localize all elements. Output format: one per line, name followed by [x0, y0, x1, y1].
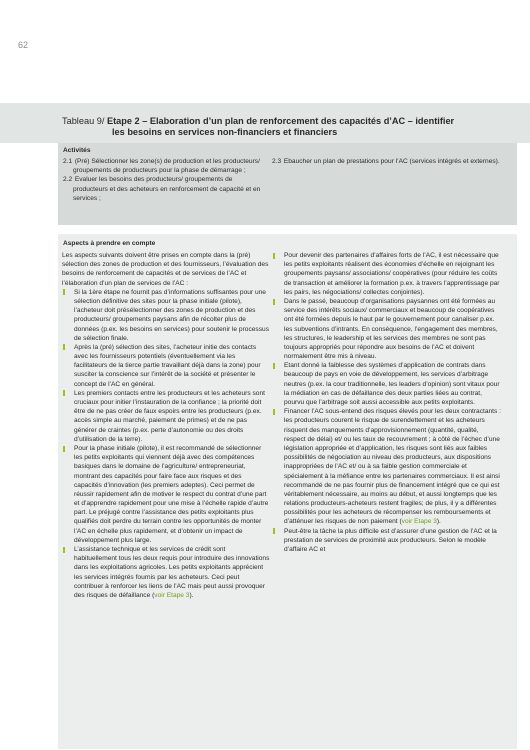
bullet-marker-icon	[63, 344, 65, 350]
activities-heading: Activités	[63, 147, 91, 154]
bullet-marker-icon	[273, 363, 275, 369]
table-title	[62, 116, 502, 138]
bullet-item	[62, 389, 270, 444]
bullet-text: Peut-être la tâche la plus difficile est d’assurer d’une gestion de l’AC et la prestation de services de proximité aux producteurs. Selon le modèle d’affaire AC et	[284, 527, 497, 553]
activity-item	[63, 175, 268, 203]
activities-right-column	[272, 157, 502, 166]
aspects-right-column	[272, 251, 502, 554]
bullet-marker-icon	[63, 390, 65, 396]
bullet-item	[62, 444, 270, 545]
page-number: 62	[18, 40, 29, 50]
bullet-item	[272, 361, 502, 407]
bullet-text: Dans le passé, beaucoup d’organisations paysannes ont été formées au service des intérêts sociaux/ commerciaux et beaucoup de coopératives ont été formées depuis le haut par le gouvernement pour canaliser p.ex. les subventions d’intrants. En conséquence, l’engagement des membres, les structures, le leadership et les services des membres ne sont pas toujours appropriés pour répondre aux besoins de l’AC et doivent normalement être mis à niveau.	[284, 297, 498, 361]
table-label: Tableau 9/	[62, 116, 105, 126]
bullet-text: L’assistance technique et les services de crédit sont habituellement tous les deux requis pour introduire des innovations dans les exploitations agricoles. Les petits exploitants apprécient les services intégrés fournis par les acheteurs. Ceci peut contribuer à renforcer les liens de l’AC mais peut aussi provoquer des risques de défaillance (	[74, 546, 270, 599]
bullet-text: Les premiers contacts entre les producteurs et les acheteurs sont cruciaux pour initier l’instauration de la confiance ; la priorité doit être de ne pas créer de faux espoirs entre les producteurs (p.ex. accès simple au marché, paiement de primes) et de ne pas générer de craintes (p.ex. perte d’autonomie ou des droits d’utilisation de la terre).	[74, 389, 265, 443]
bullet-text: Pour la phase initiale (pilote), il est recommandé de sélectionner les petits exploitants qui viennent déjà avec des compétences basiques dans le domaine de l’agriculture/ entrepreneuriat, montrant des capacités pour faire face aux risques et des capacités d’innovation (les premiers adeptes). Ceci permet de réussir rapidement afin de motiver le respect du contrat d’une part et d’apprendre rapidement pour une mise à l’échelle rapide d’autre part. Le préjugé contre l’assistance des petits exploitants plus qualifiés doit perdre du terrain contre les opportunités de monter l’AC en échelle plus rapidement, et d’obtenir un impact de développement plus large.	[74, 444, 269, 544]
bullet-text: Etant donné la faiblesse des systèmes d’application de contrats dans beaucoup de pays en voie de développement, les services d’arbitrage neutres (p.ex. la cour traditionnelle, les leaders d’opinion) sont vitaux pour la médiation en cas de défaillance des deux parties liées au contrat, pourvu que l’arbitrage soit aussi accessible aux petits exploitants.	[284, 362, 500, 406]
bullet-item	[272, 407, 502, 526]
bullet-marker-icon	[273, 409, 275, 415]
bullet-marker-icon	[63, 547, 65, 553]
cross-reference-link[interactable]: voir Etape 3	[401, 518, 437, 526]
cross-reference-link[interactable]: voir Etape 3	[154, 591, 190, 599]
activity-number: 2.2	[63, 176, 73, 184]
activity-number: 2.1	[63, 158, 73, 165]
bullet-text: Financer l’AC sous-entend des risques élevés pour les deux contractants : les producteurs courent le risque de surendettement et les acheteurs risquent des manquements d’approvisionnement (quantité, qualité, respect de délai) et/ ou les taux de recouvrement ; à côté de l’échec d’une législation appropriée et d’application, les risques sont liés aux faibles possibilités de négociation au niveau des producteurs, aux dispositions inappropriées de l’AC et/ ou à sa faible gestion commerciale et spécialement à la méfiance entre les partenaires commerciaux. Il est ainsi recommandé de ne pas fournir plus de financement intégré que ce qui est véritablement nécessaire, au moins au début, et aussi longtemps que les relations producteurs-acheteurs restent fragiles; de plus, il y a différentes possibilités pour les acheteurs de récompenser les remboursements et d’atténuer les risques de non paiement (	[284, 408, 501, 526]
bullet-marker-icon	[273, 528, 275, 534]
activity-text: Ebaucher un plan de prestations pour l’AC (services intégrés et externes).	[282, 158, 500, 165]
aspects-intro: Les aspects suivants doivent être prises en compte dans la (pré) sélection des zones de production et des fournisseurs, l’évaluation des besoins de renforcement de capacités et de services de l’AC et l’élaboration d’un plan de services de l’AC :	[62, 252, 269, 287]
bullet-marker-icon	[273, 299, 275, 305]
table-title-line2: les besoins en services non-financiers et financiers	[112, 127, 338, 137]
table-title-line1: Etape 2 – Elaboration d’un plan de renforcement des capacités d’AC – identifier	[106, 116, 455, 126]
bullet-marker-icon	[63, 289, 65, 295]
activity-text: Evaluer les besoins des producteurs/ groupements de producteurs et des acheteurs en renforcement de capacité et en services ;	[73, 176, 261, 202]
bullet-marker-icon	[63, 446, 65, 452]
bullet-item	[272, 251, 502, 297]
activity-text: (Pré) Sélectionner les zone(s) de production et les producteurs/ groupements de producteurs pour la phase de démarrage ;	[73, 158, 260, 175]
bullet-item	[272, 527, 502, 555]
activity-number: 2.3	[272, 158, 282, 165]
bullet-item	[62, 343, 270, 389]
bullet-item	[62, 288, 270, 343]
bullet-item	[62, 545, 270, 600]
activity-item	[272, 157, 502, 166]
bullet-text-end: ).	[189, 591, 194, 599]
bullet-item	[272, 297, 502, 361]
bullet-text: Si la 1ère étape ne fournit pas d’informations suffisantes pour une sélection définitive des sites pour la phase initiale (pilote), l’acheteur doit présélectionner des zones de production et des producteurs/ groupements paysans afin de récolter plus de données (p.ex. les besoins en services) pour soutenir le processus de sélection finale.	[74, 288, 269, 342]
bullet-text-end: ).	[436, 518, 441, 526]
aspects-heading: Aspects à prendre en compte	[63, 240, 156, 247]
activity-item	[63, 157, 268, 175]
bullet-text: Après la (pré) sélection des sites, l’acheteur initie des contacts avec les fournisseurs potentiels (éventuellement via les facilitateurs de la tierce partie travaillant déjà dans la zone) pour susciter la conscience sur l’intérêt de la société et présenter le concept de l’AC en général.	[74, 343, 261, 388]
activities-left-column	[63, 157, 268, 203]
bullet-marker-icon	[273, 253, 275, 259]
aspects-left-column	[62, 251, 270, 600]
bullet-text: Pour devenir des partenaires d’affaires forts de l’AC, il est nécessaire que les petits exploitants réalisent des économies d’échelle en rejoignant les groupements paysans/ associations/ coopératives (pour réduire les coûts de transaction et améliorer la formation p.ex. à travers l’apprentissage par les pairs, les négociations/ collectes conjointes).	[284, 252, 500, 296]
